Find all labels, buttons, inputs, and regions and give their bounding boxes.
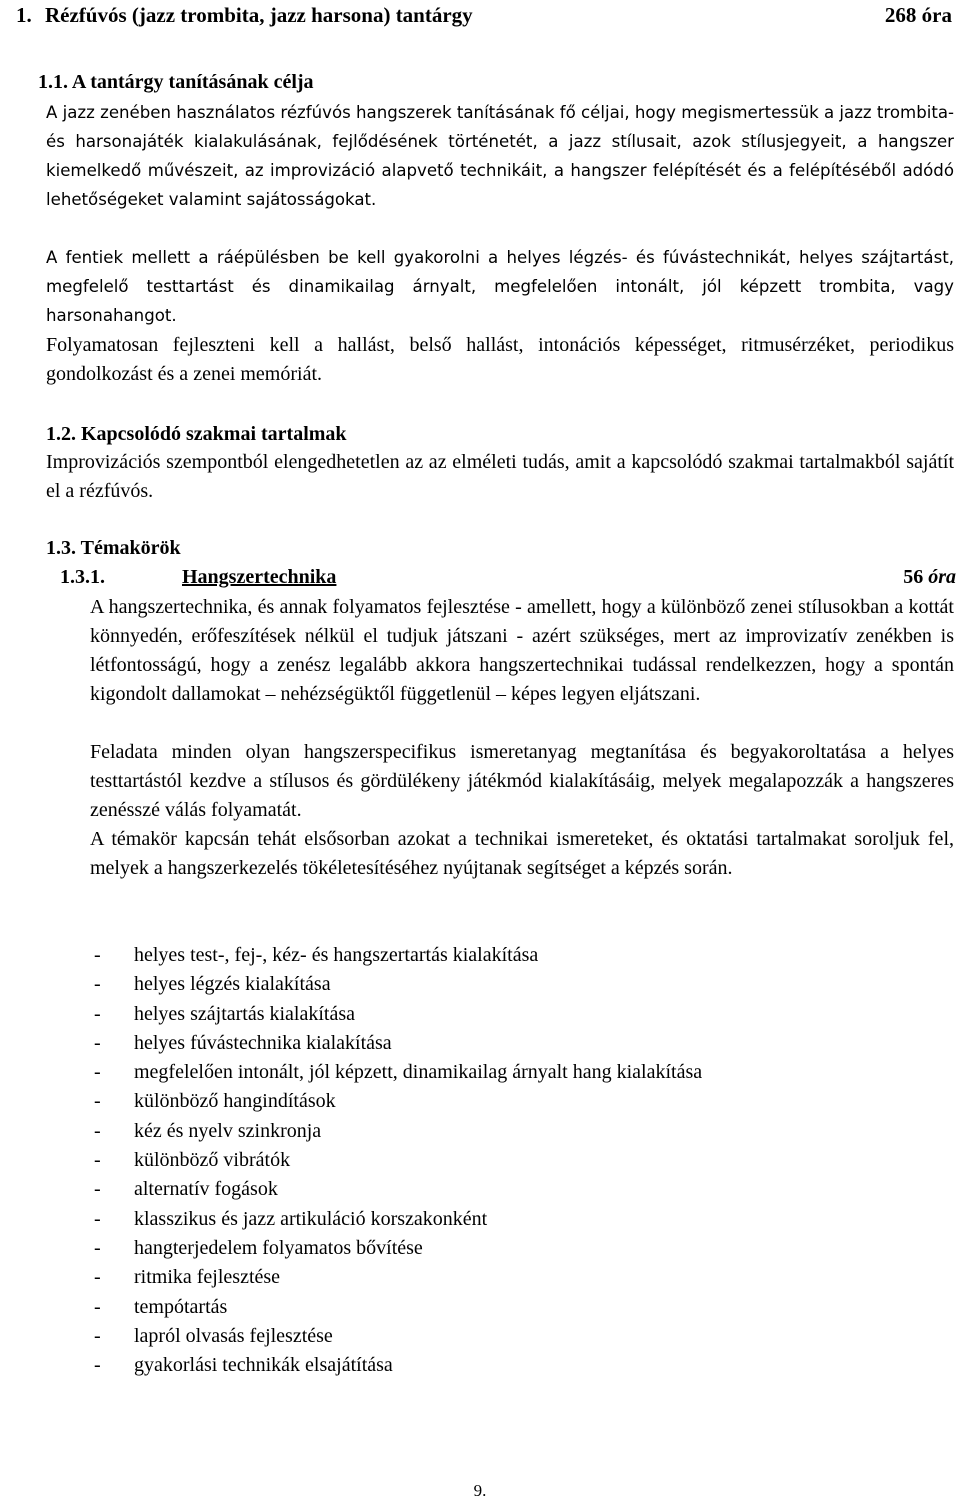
list-item-marker: -: [94, 1090, 101, 1113]
list-item-marker: -: [94, 1266, 101, 1289]
list-item-marker: -: [94, 944, 101, 966]
list-item: [94, 1146, 702, 1175]
title-hours: 268 óra: [884, 3, 952, 27]
list-item: [94, 1117, 702, 1146]
topic-hours: [903, 564, 956, 590]
topic-name: Hangszertechnika: [182, 566, 337, 588]
list-item-text: helyes szájtartás kialakítása: [134, 1002, 356, 1025]
list-item-marker: -: [94, 973, 101, 996]
topic-hours-value: 56: [903, 566, 924, 588]
section-1-paragraph-2: A fentiek mellett a ráépülésben be kell gyakorolni a helyes légzés- és fúvástechnikát, helyes szájtartást, megfelelő testtartást és dinamikailag árnyalt, megfelelően intonált, jól képzett trombita, vagy harsonahangot.: [46, 248, 954, 325]
list-item-marker: -: [94, 1324, 101, 1347]
topic-paragraph-1: A hangszertechnika, és annak folyamatos fejlesztése - amellett, hogy a különböző zenei stílusokban a kottát könnyedén, erőfeszítések nélkül el tudjuk játszani - azért szükséges, mert az improvizatív zenékben is létfontosságú, hogy a zenész legalább akkora hangszertechnikai tudással rendelkezzen, hogy a spontán kigondolt dallamokat – nehézségüktől függetlenül – képes legyen eljátszani.: [90, 596, 954, 705]
list-item-text: különböző vibrátók: [134, 1149, 291, 1172]
list-item: [94, 941, 702, 970]
list-item-marker: -: [94, 1031, 101, 1054]
list-item-text: klasszikus és jazz artikuláció korszakonként: [134, 1207, 488, 1230]
list-item-text: megfelelően intonált, jól képzett, dinamikailag árnyalt hang kialakítása: [134, 1061, 703, 1084]
list-item-text: ritmika fejlesztése: [134, 1266, 281, 1289]
list-item-text: alternatív fogások: [134, 1178, 278, 1201]
list-item: [94, 1205, 702, 1234]
list-item: [94, 1058, 702, 1087]
list-item-marker: -: [94, 1178, 101, 1201]
list-item-text: különböző hangindítások: [134, 1090, 336, 1113]
list-item-text: gyakorlási technikák elsajátítása: [134, 1354, 393, 1377]
list-item: [94, 1293, 702, 1322]
topic-number: 1.3.1.: [60, 566, 105, 588]
list-item-marker: -: [94, 1119, 101, 1142]
list-item: [94, 1087, 702, 1116]
list-item: [94, 1263, 702, 1292]
section-1-heading: 1.1. A tantárgy tanításának célja: [38, 71, 314, 93]
section-1-paragraph-3: Folyamatosan fejleszteni kell a hallást, belső hallást, intonációs képességet, ritmusérzéket, periodikus gondolkozást és a zenei memóriát.: [46, 334, 954, 385]
list-item-text: helyes test-, fej-, kéz- és hangszertartás kialakítása: [134, 944, 539, 966]
section-2-heading: 1.2. Kapcsolódó szakmai tartalmak: [46, 423, 347, 445]
list-item-marker: -: [94, 1207, 101, 1230]
topic-hours-unit: óra: [928, 566, 956, 588]
list-item: [94, 1175, 702, 1204]
document-title: [16, 2, 952, 28]
list-item-text: helyes légzés kialakítása: [134, 973, 331, 996]
list-item-text: hangterjedelem folyamatos bővítése: [134, 1236, 423, 1259]
list-item-marker: -: [94, 1354, 101, 1377]
page-number: 9.: [473, 1481, 487, 1500]
list-item: [94, 970, 702, 999]
section-2-paragraph: Improvizációs szempontból elengedhetetlen az az elméleti tudás, amit a kapcsolódó szakmai tartalmakból sajátít el a rézfúvós.: [46, 451, 954, 502]
list-item-marker: -: [94, 1061, 101, 1084]
list-item-text: kéz és nyelv szinkronja: [134, 1119, 322, 1142]
list-item: [94, 1234, 702, 1263]
section-1-paragraph-1: A jazz zenében használatos rézfúvós hangszerek tanításának fő céljai, hogy megismertessük a jazz trombita- és harsonajáték kialakulásának, fejlődésének történetét, a jazz stílusait, azok stílusjegyeit, a hangszer kiemelkedő művészeit, az improvizáció alapvető technikáit, a hangszer felépítését és a felépítéséből adódó lehetőségeket valamint sajátosságokat.: [46, 103, 954, 209]
list-item: [94, 1029, 702, 1058]
topic-paragraph-2: Feladata minden olyan hangszerspecifikus ismeretanyag megtanítása és begyakoroltatása a helyes testtartástól kezdve a stílusos és gördülékeny játékmód kialakításáig, melyek megalapozzák a hangszeres zenésszé válás folyamatát.: [90, 741, 954, 821]
list-item: [94, 1351, 702, 1380]
title-number: 1.: [16, 3, 32, 27]
list-item-marker: -: [94, 1002, 101, 1025]
list-item-marker: -: [94, 1295, 101, 1318]
topic-list: [94, 941, 702, 1380]
topic-paragraph-3: A témakör kapcsán tehát elsősorban azokat a technikai ismereteket, és oktatási tartalmakat soroljuk fel, melyek a hangszerkezelés tökéletesítéséhez nyújtanak segítséget a képzés során.: [90, 828, 954, 879]
list-item: [94, 1322, 702, 1351]
title-text: Rézfúvós (jazz trombita, jazz harsona) tantárgy: [45, 3, 473, 27]
list-item-text: helyes fúvástechnika kialakítása: [134, 1031, 392, 1054]
list-item: [94, 1000, 702, 1029]
list-item-text: lapról olvasás fejlesztése: [134, 1324, 333, 1347]
list-item-marker: -: [94, 1149, 101, 1172]
list-item-text: tempótartás: [134, 1295, 228, 1318]
section-3-heading: 1.3. Témakörök: [46, 537, 181, 559]
list-item-marker: -: [94, 1236, 101, 1259]
